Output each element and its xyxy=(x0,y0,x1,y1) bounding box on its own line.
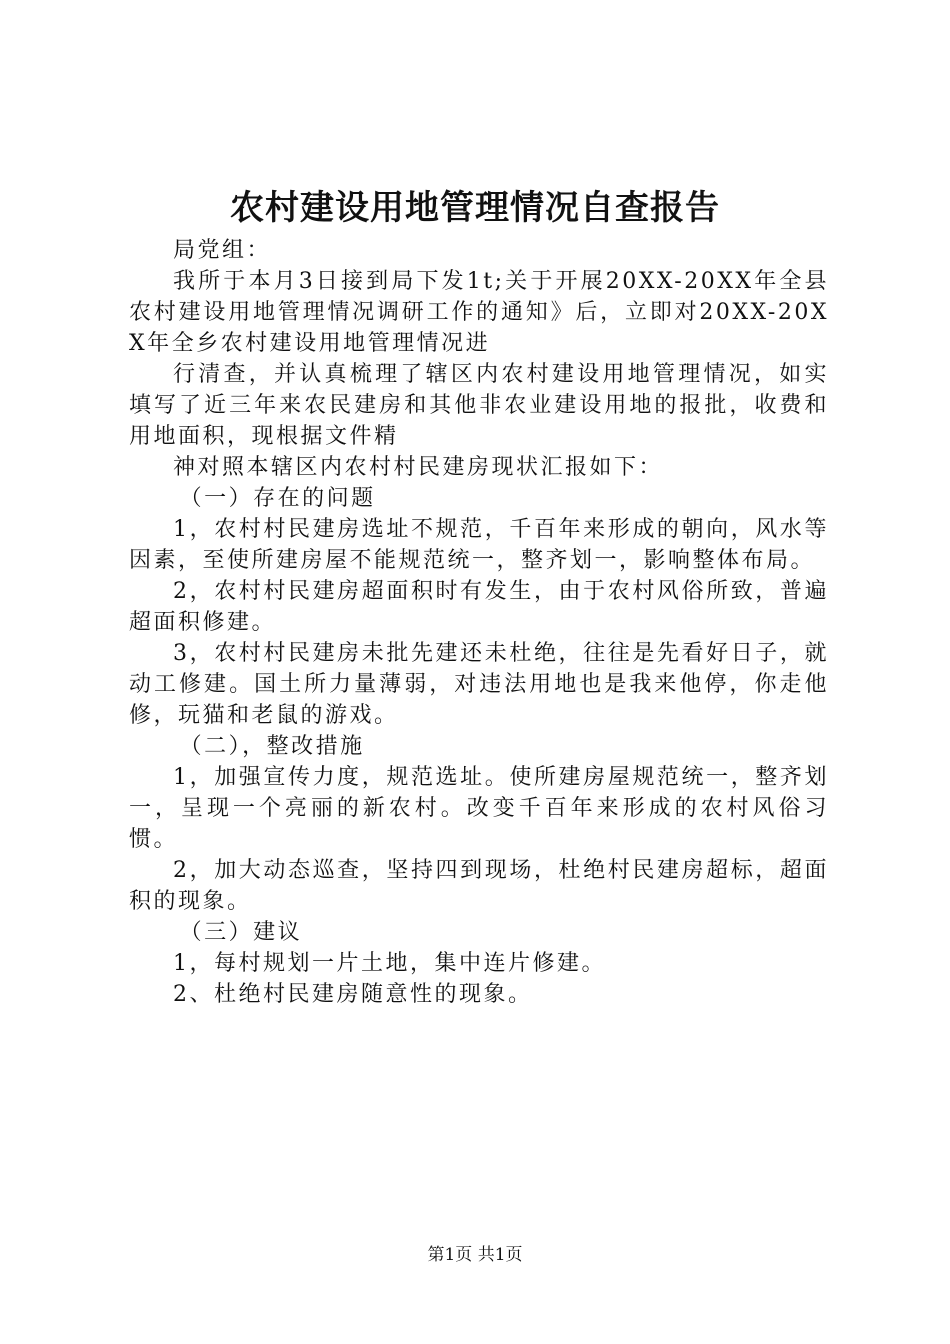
paragraph: 我所于本月3日接到局下发1t;关于开展20XX-20XX年全县农村建设用地管理情况调研工作的通知》后，立即对20XX-20XX年全乡农村建设用地管理情况进 xyxy=(129,269,829,356)
paragraph: 神对照本辖区内农村村民建房现状汇报如下： xyxy=(173,455,664,480)
paragraph: 1，每村规划一片土地，集中连片修建。 xyxy=(173,951,606,976)
page-footer: 第1页 共1页 xyxy=(427,1245,523,1265)
document-body xyxy=(129,235,829,1010)
paragraph: 3，农村村民建房未批先建还未杜绝，往往是先看好日子，就动工修建。国土所力量薄弱，对违法用地也是我来他停，你走他修，玩猫和老鼠的游戏。 xyxy=(129,641,829,728)
paragraph: 1，农村村民建房选址不规范，千百年来形成的朝向，风水等因素，至使所建房屋不能规范统一，整齐划一，影响整体布局。 xyxy=(129,517,829,573)
paragraph: 2，加大动态巡查，坚持四到现场，杜绝村民建房超标，超面积的现象。 xyxy=(129,858,829,914)
paragraph: 2、杜绝村民建房随意性的现象。 xyxy=(173,982,533,1007)
paragraph: 1，加强宣传力度，规范选址。使所建房屋规范统一，整齐划一，呈现一个亮丽的新农村。改变千百年来形成的农村风俗习惯。 xyxy=(129,765,829,852)
section-heading: （一）存在的问题 xyxy=(179,486,376,511)
paragraph: 行清查，并认真梳理了辖区内农村建设用地管理情况，如实填写了近三年来农民建房和其他非农业建设用地的报批，收费和用地面积，现根据文件精 xyxy=(129,362,829,449)
salutation: 局党组： xyxy=(173,238,272,263)
paragraph: 2，农村村民建房超面积时有发生，由于农村风俗所致，普遍超面积修建。 xyxy=(129,579,829,635)
section-heading: （三）建议 xyxy=(179,920,303,945)
document-title: 农村建设用地管理情况自查报告 xyxy=(230,188,720,228)
section-heading: （二），整改措施 xyxy=(179,734,365,759)
